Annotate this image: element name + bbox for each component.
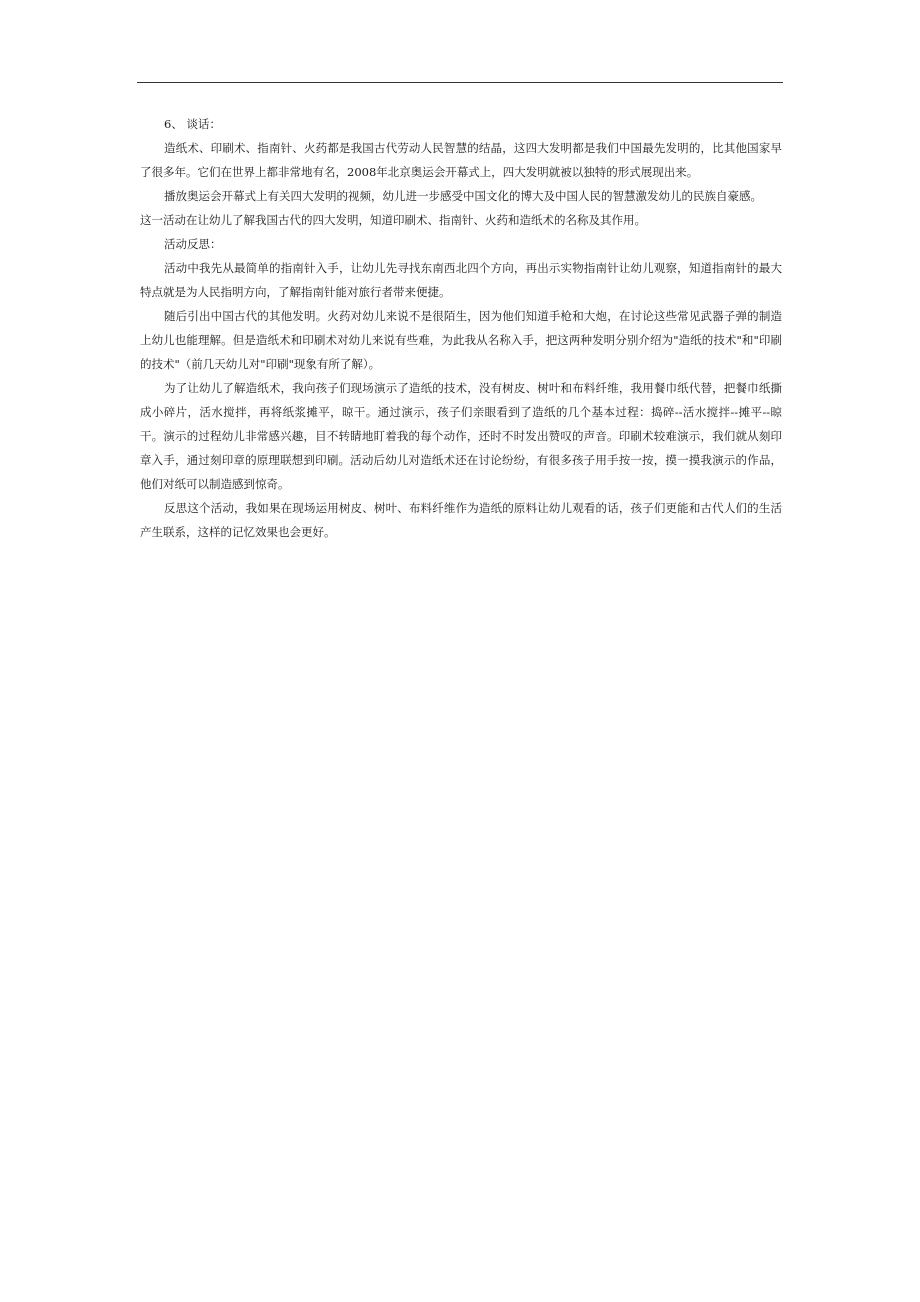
reflection-heading: 活动反思：: [164, 237, 222, 251]
paragraph-compass: 活动中我先从最简单的指南针入手，让幼儿先寻找东南西北四个方向，再出示实物指南针让幼儿观察，知道指南针的最大特点就是为人民指明方向，了解指南针能对旅行者带来便捷。: [140, 261, 782, 299]
header-rule: [137, 82, 783, 83]
paragraph-papermaking-demo: 为了让幼儿了解造纸术，我向孩子们现场演示了造纸的技术，没有树皮、树叶和布料纤维，我用餐巾纸代替，把餐巾纸撕成小碎片，活水搅拌，再将纸浆摊平，晾干。通过演示，孩子们亲眼看到了造纸的几个基本过程：捣碎--活水搅拌--摊平--晾干。演示的过程幼儿非常感兴趣，目不转睛地盯着我的每个动作，还时不时发出赞叹的声音。印刷术较难演示，我们就从刻印章入手，通过刻印章的原理联想到印刷。活动后幼儿对造纸术还在讨论纷纷，有很多孩子用手按一按，摸一摸我演示的作品，他们对纸可以制造感到惊奇。: [140, 381, 782, 491]
section-heading: 6、 谈话：: [164, 117, 221, 131]
paragraph-olympic-video: 播放奥运会开幕式上有关四大发明的视频，幼儿进一步感受中国文化的博大及中国人民的智慧激发幼儿的民族自豪感。: [164, 189, 762, 203]
document-body: [140, 112, 782, 544]
paragraph-activity-goal: 这一活动在让幼儿了解我国古代的四大发明，知道印刷术、指南针、火药和造纸术的名称及其作用。: [140, 213, 646, 227]
paragraph-reflection: 反思这个活动，我如果在现场运用树皮、树叶、布料纤维作为造纸的原料让幼儿观看的话，孩子们更能和古代人们的生活产生联系，这样的记忆效果也会更好。: [140, 501, 782, 539]
paragraph-four-inventions: 造纸术、印刷术、指南针、火药都是我国古代劳动人民智慧的结晶，这四大发明都是我们中国最先发明的，比其他国家早了很多年。它们在世界上都非常地有名，2008年北京奥运会开幕式上，四大发明就被以独特的形式展现出来。: [140, 141, 782, 179]
paragraph-other-inventions: 随后引出中国古代的其他发明。火药对幼儿来说不是很陌生，因为他们知道手枪和大炮，在讨论这些常见武器子弹的制造上幼儿也能理解。但是造纸术和印刷术对幼儿来说有些难，为此我从名称入手，把这两种发明分别介绍为"造纸的技术"和"印刷的技术"（前几天幼儿对"印刷"现象有所了解）。: [140, 309, 782, 371]
